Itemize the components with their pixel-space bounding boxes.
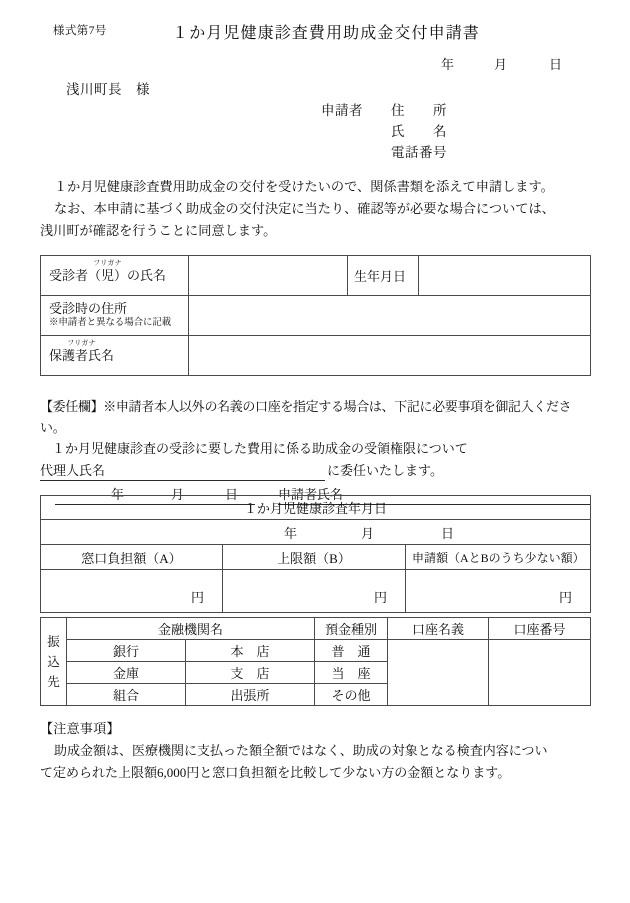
amount-table bbox=[40, 495, 591, 613]
applicant-phone-label: 電話番号 bbox=[391, 145, 447, 160]
guardian-name-input[interactable] bbox=[189, 336, 591, 376]
body-line-2: なお、本申請に基づく助成金の交付決定に当たり、確認等が必要な場合については、 bbox=[54, 201, 555, 216]
furigana-ruby: フリガナ bbox=[93, 259, 122, 267]
furigana-ruby: フリガナ bbox=[67, 339, 96, 347]
transfer-label-char-1: 振 bbox=[47, 634, 60, 649]
transfer-label-char-3: 先 bbox=[47, 674, 60, 689]
amount-c-unit: 円 bbox=[559, 590, 573, 605]
header-row bbox=[0, 20, 630, 42]
amount-col-b-header: 上限額（B） bbox=[223, 545, 406, 570]
page-title: １か月児健康診査費用助成金交付申請書 bbox=[172, 25, 480, 42]
exam-date-day-label: 日 bbox=[441, 526, 455, 541]
table-row bbox=[41, 336, 591, 376]
birthdate-input[interactable] bbox=[419, 256, 591, 296]
delegation-line-2: １か月児健康診査の受診に要した費用に係る助成金の受領権限について bbox=[52, 441, 468, 456]
table-row bbox=[41, 640, 591, 662]
amount-col-a-header: 窓口負担額（A） bbox=[41, 545, 223, 570]
applicant-label: 申請者 bbox=[321, 103, 363, 118]
amount-b-unit: 円 bbox=[373, 590, 387, 605]
exam-address-input[interactable] bbox=[189, 296, 591, 336]
table-row bbox=[41, 618, 591, 640]
institution-header: 金融機関名 bbox=[67, 618, 315, 640]
body-paragraph bbox=[40, 176, 590, 242]
recipient-name-input[interactable] bbox=[189, 256, 348, 296]
table-row bbox=[41, 570, 591, 613]
notes-line-1: 助成金額は、医療機関に支払った額全額ではなく、助成の対象となる検査内容につい bbox=[54, 743, 548, 758]
exam-date-month-label: 月 bbox=[361, 526, 375, 541]
exam-date-year-label: 年 bbox=[284, 526, 298, 541]
guardian-name-label-text: 保護者氏名 フリガナ bbox=[49, 339, 115, 363]
account-number-input[interactable] bbox=[489, 640, 591, 706]
recipient-name-label-text: 受診者（児）の氏名 フリガナ bbox=[49, 259, 167, 283]
amount-col-c-header: 申請額（AとBのうち少ない額） bbox=[406, 545, 591, 570]
table-row bbox=[41, 496, 591, 520]
delegation-agent-row bbox=[40, 460, 592, 482]
table-row bbox=[41, 256, 591, 296]
body-line-1: １か月児健康診査費用助成金の交付を受けたいので、関係書類を添えて申請します。 bbox=[54, 179, 554, 194]
notes-title: 【注意事項】 bbox=[40, 721, 120, 736]
amount-c-input[interactable] bbox=[406, 570, 591, 613]
agent-name-label: 代理人氏名 bbox=[40, 463, 106, 478]
amount-b-input[interactable] bbox=[223, 570, 406, 613]
deposit-kind-ordinary[interactable]: 普 通 bbox=[315, 640, 388, 662]
branch-kind-branch[interactable]: 支 店 bbox=[186, 662, 315, 684]
transfer-destination-label bbox=[41, 618, 67, 706]
birthdate-label: 生年月日 bbox=[348, 256, 419, 296]
delegation-date-day-label: 日 bbox=[225, 487, 239, 502]
deposit-type-header: 預金種別 bbox=[315, 618, 388, 640]
institution-kind-bank[interactable]: 銀行 bbox=[67, 640, 186, 662]
exam-address-label-text: 受診時の住所 bbox=[49, 300, 128, 316]
recipient-name-label bbox=[41, 256, 189, 296]
submission-date-year-label: 年 bbox=[441, 57, 455, 72]
deposit-kind-current[interactable]: 当 座 bbox=[315, 662, 388, 684]
account-name-input[interactable] bbox=[388, 640, 489, 706]
delegation-section bbox=[40, 396, 592, 507]
account-number-header: 口座番号 bbox=[489, 618, 591, 640]
guardian-name-label bbox=[41, 336, 189, 376]
notes-section bbox=[40, 718, 592, 784]
account-name-header: 口座名義 bbox=[388, 618, 489, 640]
transfer-label-char-2: 込 bbox=[47, 654, 60, 669]
submission-date-line bbox=[0, 54, 630, 74]
institution-kind-union[interactable]: 組合 bbox=[67, 684, 186, 706]
exam-address-note: ※申請者と異なる場合に記載 bbox=[49, 318, 172, 329]
branch-kind-sub-office[interactable]: 出張所 bbox=[186, 684, 315, 706]
submission-date-day-label: 日 bbox=[549, 57, 563, 72]
branch-kind-head-office[interactable]: 本 店 bbox=[186, 640, 315, 662]
delegation-tail-text: に委任いたします。 bbox=[327, 463, 443, 478]
body-line-3: 浅川町が確認を行うことに同意します。 bbox=[40, 223, 277, 238]
notes-line-2: て定められた上限額6,000円と窓口負担額を比較して少ない方の金額となります。 bbox=[40, 765, 511, 780]
exam-date-input[interactable] bbox=[41, 520, 591, 545]
table-row bbox=[41, 296, 591, 336]
submission-date-month-label: 月 bbox=[494, 57, 508, 72]
bank-table bbox=[40, 617, 591, 706]
deposit-kind-other[interactable]: その他 bbox=[315, 684, 388, 706]
delegation-line-1: 【委任欄】※申請者本人以外の名義の口座を指定する場合は、下記に必要事項を御記入ください。 bbox=[40, 399, 572, 435]
table-row bbox=[41, 545, 591, 570]
applicant-name-label: 氏 名 bbox=[391, 124, 447, 139]
institution-kind-shinkin[interactable]: 金庫 bbox=[67, 662, 186, 684]
agent-name-field[interactable] bbox=[40, 460, 325, 481]
exam-date-header: １か月児健康診査年月日 bbox=[41, 496, 591, 520]
amount-a-unit: 円 bbox=[190, 590, 204, 605]
delegation-applicant-name-label: 申請者氏名 bbox=[278, 487, 344, 502]
delegation-date-month-label: 月 bbox=[171, 487, 185, 502]
addressee: 浅川町長 様 bbox=[66, 82, 150, 97]
delegation-date-year-label: 年 bbox=[111, 487, 125, 502]
amount-a-input[interactable] bbox=[41, 570, 223, 613]
applicant-address-label: 住 所 bbox=[391, 103, 447, 118]
exam-address-label bbox=[41, 296, 189, 336]
table-row bbox=[41, 520, 591, 545]
recipient-table bbox=[40, 255, 591, 376]
form-number: 様式第7号 bbox=[53, 25, 107, 37]
